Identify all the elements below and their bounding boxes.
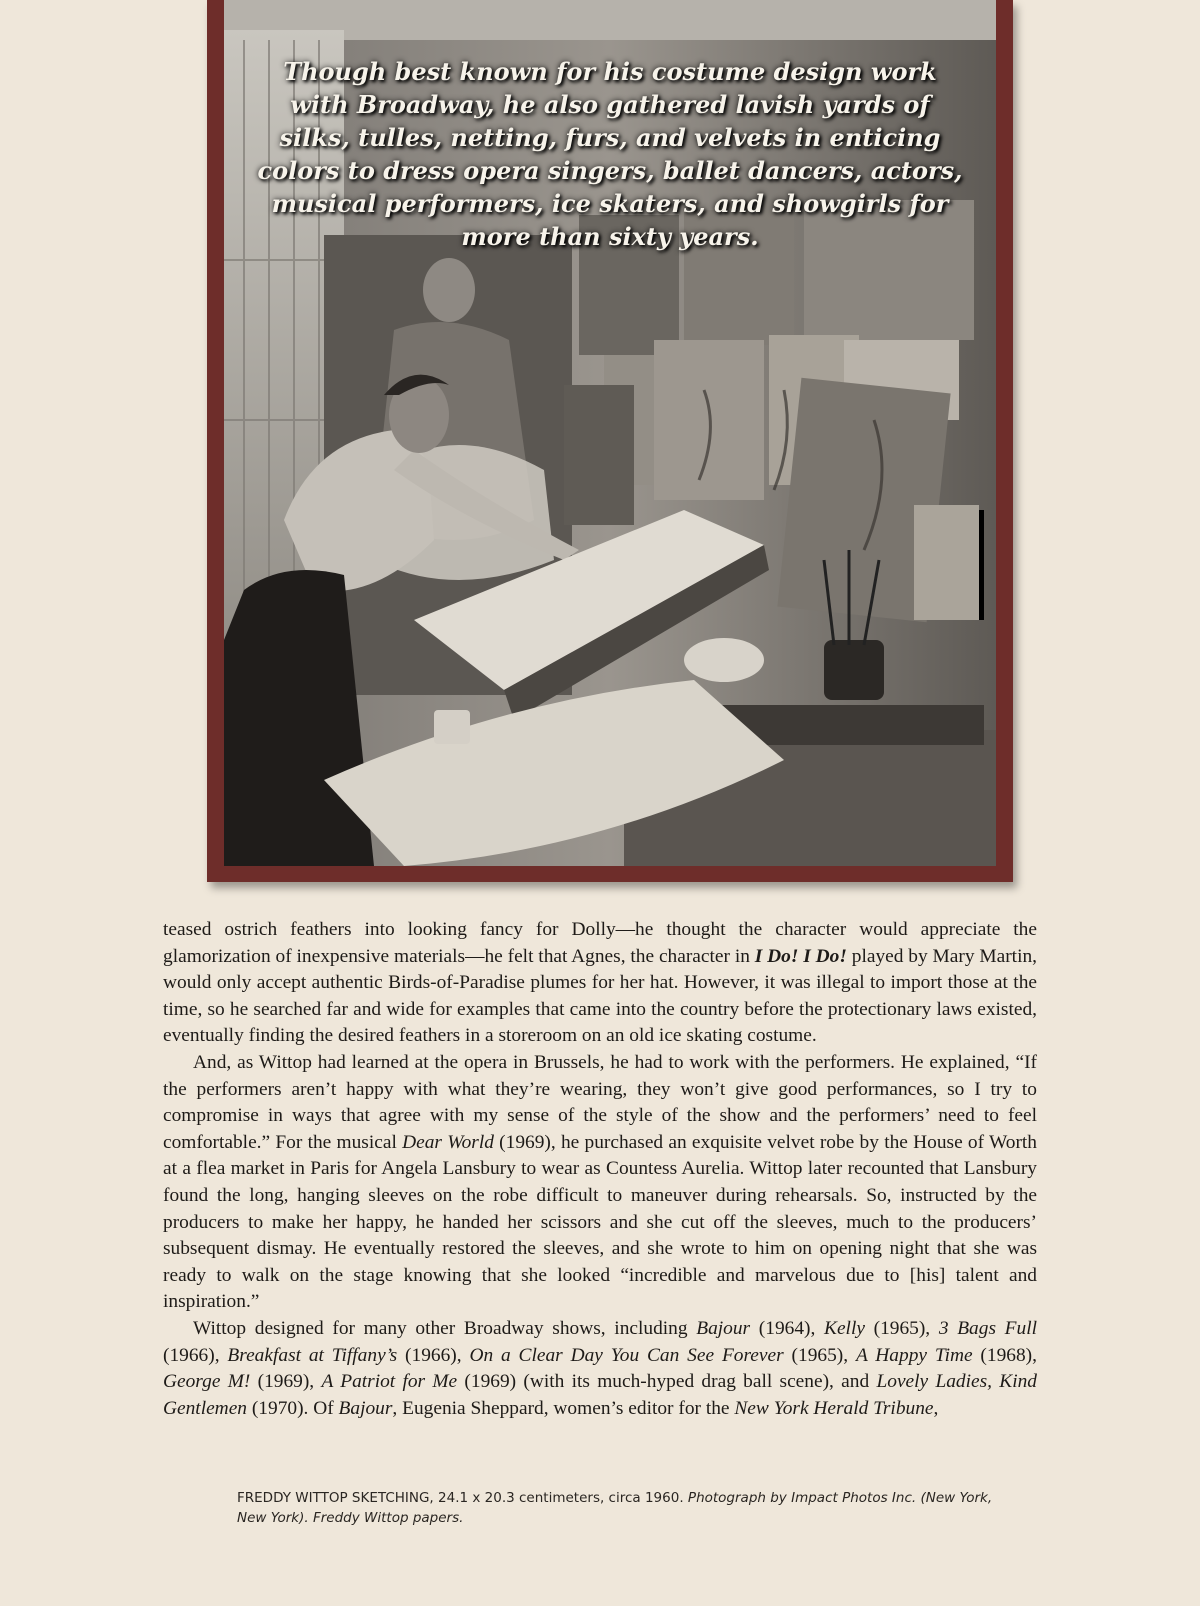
caption-details: 24.1 x 20.3 centimeters, circa 1960. xyxy=(433,1490,688,1506)
text-run: (1969), xyxy=(250,1371,322,1393)
text-run: teased ostrich feathers into looking fancy for Dolly—he thought the character would appreciate the glamorization of inexpensive materials—he felt that Agnes, the character in xyxy=(163,919,1037,967)
text-run: (1969), he purchased an exquisite velvet robe by the House of Worth at a flea market in Paris for Angela Lansbury to wear as Countess Aurelia. Wittop later recounted that Lansbury found the long, hanging sleeves on the robe difficult to maneuver during rehearsals. So, instructed by the producers to make her happy, he handed her scissors and she cut off the sleeves, much to the producers’ subsequent dismay. He eventually restored the sleeves, and she wrote to him on opening night that she was ready to walk on the stage knowing that she looked “incredible and marvelous due to [his] talent and inspiration.” xyxy=(163,1131,1037,1313)
italic-title: I Do! I Do! xyxy=(754,945,847,967)
paragraph-2 xyxy=(163,1050,1037,1316)
body-text xyxy=(163,917,1037,1422)
italic-title: A Happy Time xyxy=(855,1344,973,1366)
italic-title: Lovely Ladies, Kind Gentlemen xyxy=(163,1371,1037,1419)
italic-title: On a Clear Day You Can See Forever xyxy=(469,1344,784,1366)
text-run: Wittop designed for many other Broadway shows, including xyxy=(193,1317,697,1339)
text-run: (1969) (with its much-hyped drag ball scene), and xyxy=(457,1371,877,1393)
text-run: , xyxy=(933,1397,939,1419)
text-run: (1966), xyxy=(163,1344,228,1366)
text-run: (1965), xyxy=(783,1344,856,1366)
caption-title: FREDDY WITTOP SKETCHING, xyxy=(237,1490,434,1506)
text-run: (1964), xyxy=(750,1317,825,1339)
text-run: And, as Wittop had learned at the opera in Brussels, he had to work with the performers. He explained, “If the performers aren’t happy with what they’re wearing, they won’t give good performances, so I try to compromise in ways that agree with my sense of the style of the show and the performers’ need to feel comfortable.” For the musical xyxy=(163,1051,1037,1153)
pull-quote: Though best known for his costume design work with Broadway, he also gathered lavish yards of silks, tulles, netting, furs, and velvets in enticing colors to dress opera singers, ballet dancers, actors, musical performers, ice skaters, and showgirls for more than sixty years. xyxy=(257,57,963,251)
text-run: played by Mary Martin, would only accept authentic Birds-of-Paradise plumes for her hat. However, it was illegal to import those at the time, so he searched far and wide for examples that came into the country before the protectionary laws existed, eventually finding the desired feathers in a storeroom on an old ice skating costume. xyxy=(163,945,1038,1047)
italic-title: George M! xyxy=(163,1371,251,1393)
photo-frame xyxy=(207,0,1013,882)
italic-title: 3 Bags Full xyxy=(938,1317,1037,1339)
paragraph-3 xyxy=(163,1316,1037,1422)
paragraph-1 xyxy=(163,917,1037,1050)
photograph xyxy=(224,0,996,866)
text-run: (1966), xyxy=(397,1344,470,1366)
italic-title: Breakfast at Tiffany’s xyxy=(227,1344,398,1366)
italic-title: Dear World xyxy=(402,1131,494,1153)
text-run: (1965), xyxy=(864,1317,939,1339)
italic-title: Kelly xyxy=(824,1317,865,1339)
italic-title: Bajour xyxy=(696,1317,751,1339)
text-run: (1970). Of xyxy=(247,1397,339,1419)
text-run: (1968), xyxy=(972,1344,1037,1366)
photo-caption xyxy=(237,1488,997,1528)
italic-title: A Patriot for Me xyxy=(321,1371,458,1393)
text-run: , Eugenia Sheppard, women’s editor for the xyxy=(392,1397,735,1419)
italic-title: New York Herald Tribune xyxy=(734,1397,934,1419)
italic-title: Bajour xyxy=(338,1397,393,1419)
caption-credit: Photograph by Impact Photos Inc. (New York, New York). Freddy Wittop papers. xyxy=(237,1490,993,1526)
